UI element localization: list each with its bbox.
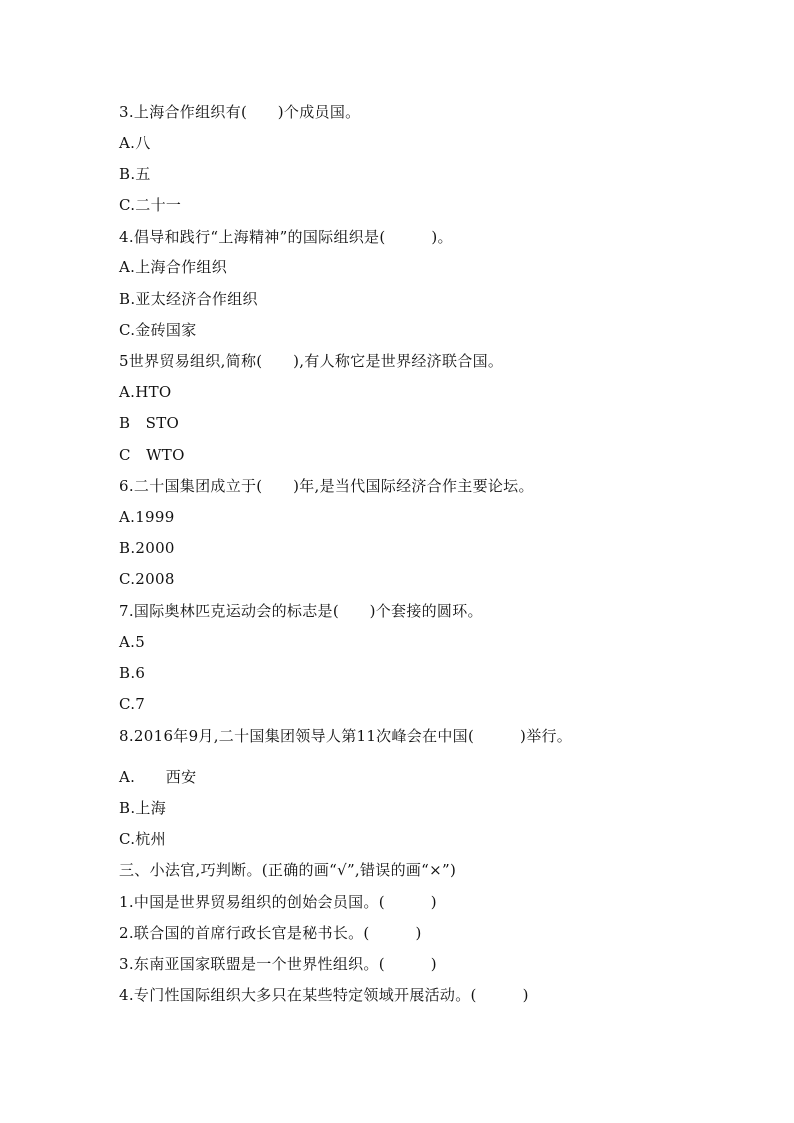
judgment-item-1: 1.中国是世界贸易组织的创始会员国。( ) xyxy=(119,893,437,911)
question-4-stem: 4.倡导和践行“上海精神”的国际组织是( )。 xyxy=(119,228,453,246)
question-3-option-c: C.二十一 xyxy=(119,196,182,214)
question-4-option-b: B.亚太经济合作组织 xyxy=(119,290,258,308)
question-8-stem: 8.2016年9月,二十国集团领导人第11次峰会在中国( )举行。 xyxy=(119,727,573,745)
judgment-item-3: 3.东南亚国家联盟是一个世界性组织。( ) xyxy=(119,955,437,973)
question-5-option-a: A.HTO xyxy=(119,383,172,401)
question-4-option-c: C.金砖国家 xyxy=(119,321,197,339)
question-3-stem: 3.上海合作组织有( )个成员国。 xyxy=(119,103,361,121)
question-6-option-a: A.1999 xyxy=(119,508,175,526)
question-5-option-b: B STO xyxy=(119,414,180,432)
question-7-option-b: B.6 xyxy=(119,664,146,682)
question-5-option-c: C WTO xyxy=(119,446,185,464)
question-6-stem: 6.二十国集团成立于( )年,是当代国际经济合作主要论坛。 xyxy=(119,477,534,495)
question-8-option-c: C.杭州 xyxy=(119,830,166,848)
question-3-option-b: B.五 xyxy=(119,165,151,183)
question-3-option-a: A.八 xyxy=(119,134,151,152)
question-7-stem: 7.国际奥林匹克运动会的标志是( )个套接的圆环。 xyxy=(119,602,483,620)
question-8-option-b: B.上海 xyxy=(119,799,166,817)
question-7-option-c: C.7 xyxy=(119,695,146,713)
question-8-option-a: A. 西安 xyxy=(119,768,197,786)
section-3-heading: 三、小法官,巧判断。(正确的画“√”,错误的画“×”) xyxy=(119,861,457,879)
question-5-stem: 5世界贸易组织,简称( ),有人称它是世界经济联合国。 xyxy=(119,352,504,370)
question-7-option-a: A.5 xyxy=(119,633,146,651)
judgment-item-4: 4.专门性国际组织大多只在某些特定领域开展活动。( ) xyxy=(119,986,529,1004)
judgment-item-2: 2.联合国的首席行政长官是秘书长。( ) xyxy=(119,924,422,942)
question-6-option-c: C.2008 xyxy=(119,570,175,588)
question-4-option-a: A.上海合作组织 xyxy=(119,258,228,276)
question-6-option-b: B.2000 xyxy=(119,539,175,557)
